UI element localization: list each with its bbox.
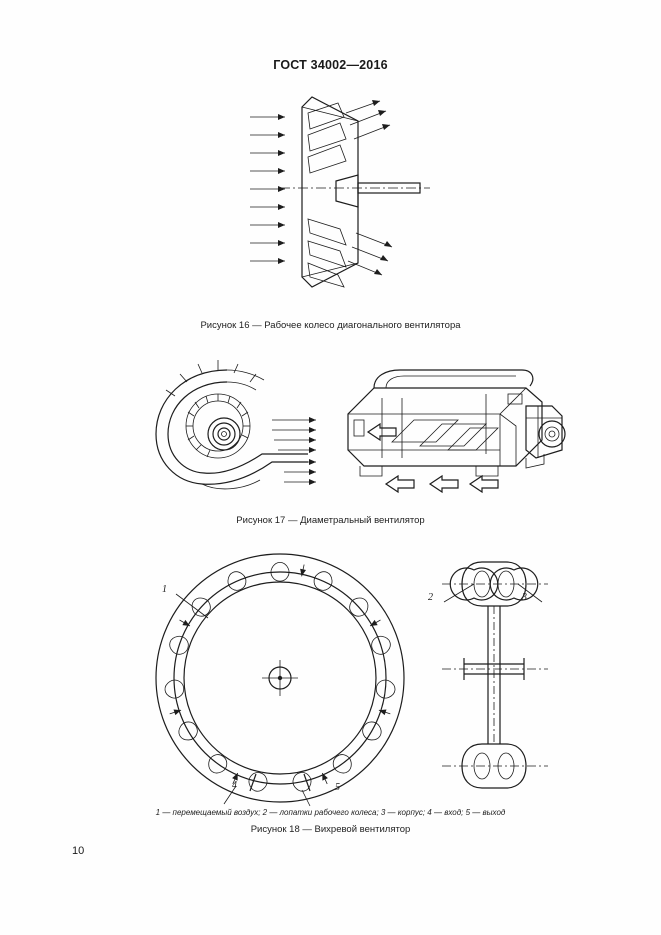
figure-17-caption: Рисунок 17 — Диаметральный вентилятор bbox=[236, 515, 425, 526]
figure-18-callouts bbox=[150, 548, 570, 828]
page-number: 10 bbox=[72, 845, 85, 857]
figure-18-caption: Рисунок 18 — Вихревой вентилятор bbox=[250, 824, 411, 835]
figure-17-illustration-right bbox=[330, 358, 570, 508]
callout-4: 4 bbox=[232, 780, 237, 791]
figure-16-caption: Рисунок 16 — Рабочее колесо диагонального вентилятора bbox=[200, 320, 461, 331]
callout-2: 2 bbox=[428, 592, 433, 603]
callout-5: 5 bbox=[335, 782, 340, 793]
callout-3: 3 bbox=[522, 592, 527, 603]
callout-1: 1 bbox=[162, 584, 167, 595]
figure-17-illustration-left bbox=[132, 358, 322, 508]
standard-header: ГОСТ 34002—2016 bbox=[273, 58, 388, 72]
figure-16-illustration bbox=[240, 95, 440, 305]
figure-18-legend: 1 — перемещаемый воздух; 2 — лопатки рабочего колеса; 3 — корпус; 4 — вход; 5 — выход bbox=[155, 808, 506, 817]
